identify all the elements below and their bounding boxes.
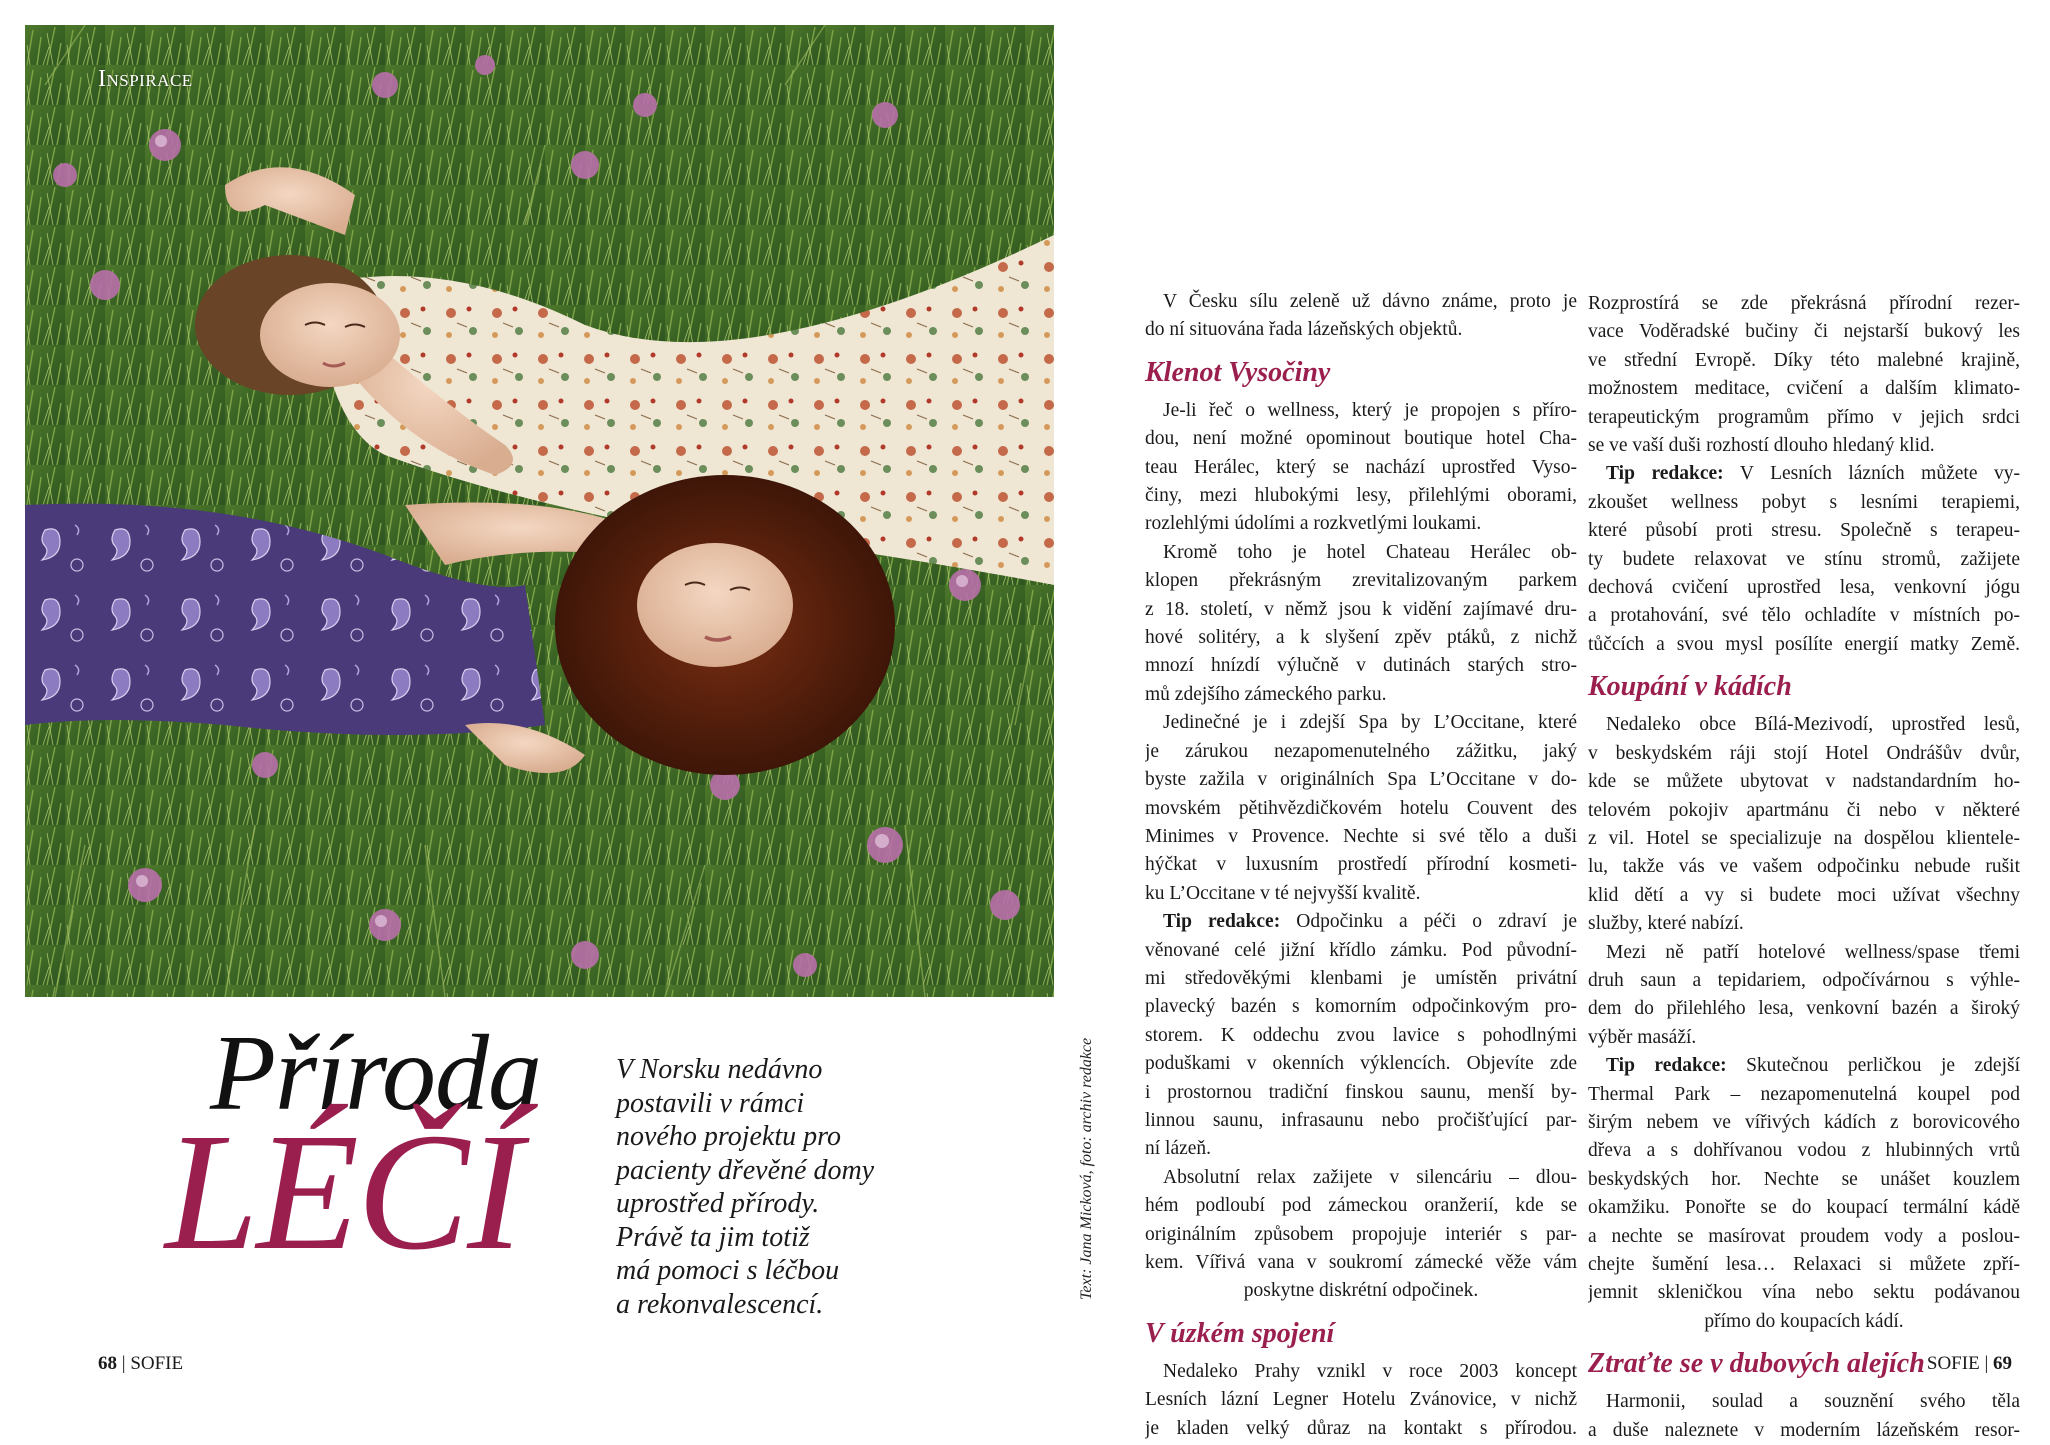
tip-label: Tip redakce:: [1163, 911, 1281, 933]
subheading: Ztraťte se v dubových alejích: [1588, 1348, 1925, 1380]
photo-two-women-in-meadow-icon: [25, 25, 1054, 997]
text-line: ní lázeň.: [1145, 1138, 1212, 1160]
text-line: výběr masáží.: [1588, 1026, 1697, 1048]
text-line: je kladen velký důraz na kontakt s přírodou.: [1145, 1417, 1577, 1439]
text-line: Rozprostírá se zde překrásná přírodní rezer-: [1588, 293, 2020, 314]
text-span: Skutečnou perličkou je zdejší: [1726, 1055, 2020, 1077]
text-line: originálním způsobem propojuje interiér s par-: [1145, 1223, 1577, 1245]
text-line: dou, není možné opominout boutique hotel Cha-: [1145, 428, 1577, 450]
text-line: Kromě toho je hotel Chateau Herálec ob-: [1163, 541, 1577, 563]
lead-line: postavili v rámci: [616, 1087, 805, 1119]
page-number: 68: [98, 1353, 117, 1374]
text-line: jemnit skleničkou vína nebo sektu podávanou: [1588, 1282, 2020, 1304]
text-line: z 18. století, v němž jsou k vidění zajímavé dru-: [1145, 598, 1577, 620]
text-line: storem. K oddechu zvou lavice s pohodlnými: [1145, 1024, 1577, 1046]
text-line: klopen překrásným zrevitalizovaným parkem: [1145, 570, 1577, 592]
text-line: poduškami v okenních výklencích. Objevíte zde: [1145, 1053, 1577, 1075]
text-line: je zárukou nezapomenutelného zážitku, jaký: [1145, 740, 1577, 762]
text-line: ty budete relaxovat ve stínu stromů, zažijete: [1588, 548, 2020, 570]
text-line: kde se můžete ubytovat v nadstandardním ho-: [1588, 771, 2020, 793]
text-line: mi středověkými klenbami je umístěn privátní: [1145, 967, 1577, 989]
folio-separator: |: [1984, 1353, 1989, 1374]
text-line: hýčkat v luxusním prostředí přírodní kosmeti-: [1145, 854, 1577, 876]
lead-paragraph: [616, 1053, 916, 1321]
text-line: přímo do koupacích kádí.: [1704, 1310, 1904, 1332]
text-line: činy, mezi hlubokými lesy, přilehlými oborami,: [1145, 485, 1577, 507]
tip-label: Tip redakce:: [1606, 463, 1724, 485]
text-line: Nedaleko Prahy vznikl v roce 2003 koncept: [1163, 1360, 1577, 1382]
text-line: beskydských hor. Nechte se unášet kouzlem: [1588, 1168, 2020, 1190]
text-line: věnované celé jižní křídlo zámku. Pod původní-: [1145, 939, 1577, 961]
text-line: poskytne diskrétní odpočinek.: [1243, 1280, 1479, 1302]
text-line: druh saun a tepidariem, odpočívárnou s výhle-: [1588, 969, 2020, 991]
text-line: rozlehlými údolími a rozkvetlými loukami.: [1145, 513, 1482, 535]
text-line: Je-li řeč o wellness, který je propojen s příro-: [1163, 399, 1577, 421]
text-line: Mezi ně patří hotelové wellness/spase třemi: [1606, 941, 2020, 963]
text-line: a protahování, své tělo ochladíte v místních po-: [1588, 605, 2020, 627]
text-line: Thermal Park – nezapomenutelná koupel pod: [1588, 1083, 2020, 1105]
lead-line: nového projektu pro: [616, 1121, 841, 1152]
section-tag: Inspirace: [98, 66, 193, 92]
article-column-2: [1588, 290, 2020, 1445]
text-line: ve střední Evropě. Díky této malebné krajině,: [1588, 349, 2020, 371]
text-line: Minimes v Provence. Nechte si své tělo a duši: [1145, 825, 1577, 847]
lead-line: V Norsku nedávno: [616, 1054, 823, 1085]
magazine-name: SOFIE: [1926, 1353, 1980, 1374]
text-line: možnostem meditace, cvičení a dalším klimato-: [1588, 378, 2020, 400]
text-line: [1588, 1052, 2020, 1080]
text-line: Jedinečné je i zdejší Spa by L’Occitane, které: [1163, 712, 1577, 734]
text-line: mů zdejšího zámeckého parku.: [1145, 683, 1387, 705]
text-line: hém podloubí pod zámeckou oranžerií, kde se: [1145, 1195, 1577, 1217]
subheading: Koupání v kádích: [1588, 671, 1792, 703]
text-line: dechová cvičení uprostřed lesa, venkovní jógu: [1588, 577, 2020, 599]
page-number: 69: [1993, 1353, 2012, 1374]
subheading: Klenot Vysočiny: [1145, 356, 1331, 388]
text-line: tůčcích a svou mysl posílíte energií matky Země.: [1588, 633, 2020, 655]
text-line: teau Herálec, který se nachází uprostřed Vyso-: [1145, 456, 1577, 478]
text-line: služby, které nabízí.: [1588, 913, 1744, 935]
photo-credit: Text: Jana Micková, foto: archiv redakce: [1078, 1037, 1095, 1300]
text-line: zkoušet wellness pobyt s lesními terapiemi,: [1588, 491, 2020, 513]
text-line: do ní situována řada lázeňských objektů.: [1145, 319, 1463, 341]
hero-photo: [25, 25, 1054, 997]
text-line: Nedaleko obce Bílá-Mezivodí, uprostřed lesů,: [1606, 714, 2020, 736]
text-line: v beskydském ráji stojí Hotel Ondrášův dvůr,: [1588, 742, 2020, 764]
text-line: a duše naleznete v moderním lázeňském resor-: [1588, 1419, 2020, 1441]
text-line: které působí proti stresu. Společně s terapeu-: [1588, 520, 2020, 542]
text-span: Odpočinku a péči o zdraví je: [1280, 911, 1577, 933]
page-footer-left: [98, 1353, 183, 1375]
text-line: dřeva a s dohřívanou vodou z hlubinných vrtů: [1588, 1140, 2020, 1162]
text-line: lu, takže vás ve vašem odpočinku nebude rušit: [1588, 856, 2020, 878]
headline-line1: Příroda: [210, 1014, 542, 1133]
text-line: linnou saunu, infrasaunu nebo pročišťující par-: [1145, 1109, 1577, 1131]
text-line: V Česku sílu zeleně už dávno známe, proto je: [1163, 291, 1577, 312]
text-line: chejte šumění lesa… Relaxaci si můžete zpří-: [1588, 1254, 2020, 1275]
lead-line: uprostřed přírody.: [616, 1188, 820, 1219]
text-line: i prostornou tradiční finskou saunu, menší by-: [1145, 1081, 1577, 1103]
text-line: plavecký bazén s komorním odpočinkovým pro-: [1145, 996, 1577, 1018]
text-line: širým nebem ve vířivých kádích z borovicového: [1588, 1111, 2020, 1133]
text-line: telovém pokojiv apartmánu či nebo v některé: [1588, 799, 2020, 821]
headline-line2: LÉČÍ: [165, 1099, 522, 1285]
text-line: ku L’Occitane v té nejvyšší kvalitě.: [1145, 882, 1421, 904]
lead-line: Právě ta jim totiž: [616, 1221, 810, 1253]
subheading: V úzkém spojení: [1145, 1317, 1335, 1349]
text-line: movském pětihvězdičkovém hotelu Couvent des: [1145, 797, 1577, 819]
text-line: vace Voděradské bučiny či nejstarší bukový les: [1588, 321, 2020, 343]
text-line: Lesních lázní Legner Hotelu Zvánovice, v nichž: [1145, 1389, 1577, 1411]
text-line: Absolutní relax zažijete v silencáriu – dlou-: [1163, 1166, 1577, 1188]
text-line: [1145, 908, 1577, 936]
text-line: terapeutickým programům přímo v jejich srdci: [1588, 406, 2020, 428]
text-line: a nechte se masírovat proudem vody a poslou-: [1588, 1225, 2020, 1247]
text-line: byste zažila v originálních Spa L’Occitane v do-: [1145, 769, 1577, 791]
page-footer-right: [1927, 1353, 2012, 1375]
text-line: klid dětí a vy si budete moci užívat všechny: [1588, 884, 2020, 906]
article-column-1: [1145, 288, 1577, 1443]
text-line: hové solitéry, a k slyšení zpěv ptáků, z nichž: [1145, 627, 1577, 649]
text-line: kem. Vířivá vana v soukromí zámecké věže vám: [1145, 1252, 1577, 1273]
text-line: Harmonii, soulad a souznění svého těla: [1606, 1391, 2020, 1413]
text-line: z vil. Hotel se specializuje na dospělou klientele-: [1588, 827, 2020, 849]
magazine-name: SOFIE: [130, 1353, 184, 1374]
text-line: se ve vaší duši rozhostí dlouho hledaný klid.: [1588, 435, 1935, 457]
text-line: okamžiku. Ponořte se do koupací termální kádě: [1588, 1197, 2020, 1219]
tip-label: Tip redakce:: [1606, 1055, 1727, 1077]
text-line: mnozí hnízdí výlučně v dutinách starých stro-: [1145, 655, 1577, 677]
lead-line: a rekonvalescencí.: [616, 1288, 824, 1320]
lead-line: má pomoci s léčbou: [616, 1255, 840, 1286]
text-span: V Lesních lázních můžete vy-: [1723, 463, 2020, 485]
folio-separator: |: [121, 1353, 126, 1374]
text-line: [1588, 460, 2020, 488]
lead-line: pacienty dřevěné domy: [616, 1154, 875, 1186]
text-line: dem do přilehlého lesa, venkovní bazén a široký: [1588, 998, 2020, 1020]
